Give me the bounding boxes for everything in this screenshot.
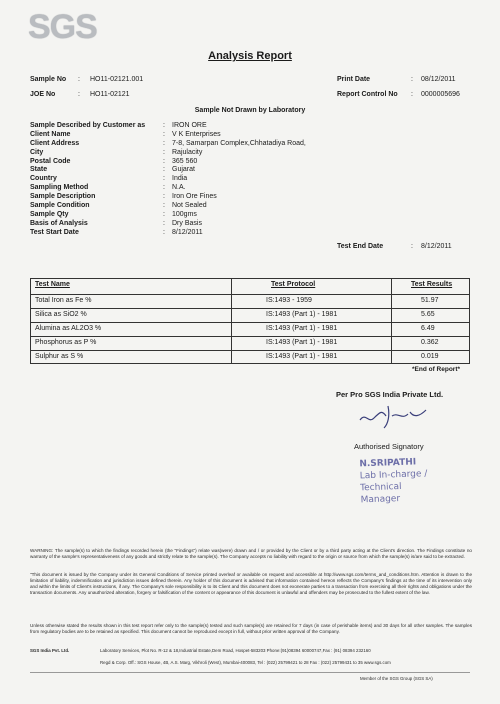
test-name: Alumina as AL2O3 %	[35, 325, 102, 332]
detail-label: City	[30, 148, 44, 156]
detail-row	[30, 193, 330, 202]
colon: :	[163, 210, 165, 218]
colon: :	[163, 175, 165, 183]
detail-row	[30, 122, 330, 131]
detail-value: Not Sealed	[172, 202, 207, 210]
test-name: Silica as SiO2 %	[35, 311, 87, 318]
header-test-results: Test Results	[411, 281, 453, 288]
detail-value: 8/12/2011	[172, 228, 203, 236]
sample-details	[30, 122, 330, 238]
sample-no-label: Sample No	[30, 76, 67, 83]
detail-label: Client Address	[30, 139, 80, 147]
stamp-name: N.SRIPATHI	[359, 457, 417, 470]
detail-label: Sampling Method	[30, 184, 89, 192]
detail-label: Sample Qty	[30, 210, 69, 218]
test-result: 51.97	[421, 297, 439, 304]
sample-note: Sample Not Drawn by Laboratory	[194, 107, 306, 114]
detail-value: Iron Ore Fines	[172, 193, 217, 201]
colon: :	[163, 193, 165, 201]
table-row	[31, 350, 469, 363]
detail-value: N.A.	[172, 184, 186, 192]
table-header	[31, 281, 469, 292]
colon: :	[411, 91, 413, 98]
test-name: Total Iron as Fe %	[35, 297, 92, 304]
colon: :	[163, 184, 165, 192]
detail-row	[30, 158, 330, 167]
test-result: 0.019	[421, 353, 439, 360]
handwritten-signature	[358, 402, 428, 430]
detail-label: State	[30, 166, 48, 174]
test-result: 0.362	[421, 339, 439, 346]
detail-label: Client Name	[30, 130, 71, 138]
colon: :	[163, 139, 165, 147]
detail-label: Test Start Date	[30, 228, 79, 236]
test-protocol: IS:1493 (Part 1) - 1981	[266, 325, 338, 332]
report-control-value: 0000005696	[421, 91, 460, 98]
test-name: Phosphorus as P %	[35, 339, 97, 346]
joe-no-value: HO11-02121	[90, 91, 130, 98]
table-row	[31, 322, 469, 335]
test-result: 6.49	[421, 325, 435, 332]
test-result: 5.65	[421, 311, 435, 318]
report-control-label: Report Control No	[337, 91, 398, 98]
detail-value: V K Enterprises	[172, 130, 221, 138]
report-title: Analysis Report	[208, 50, 292, 62]
colon: :	[163, 122, 165, 129]
header-test-name: Test Name	[35, 281, 70, 288]
warning-text: WARNING: The sample(s) to which the findings recorded herein (the "Findings") relate was(were) drawn and / or provided by the Client or by a third party acting at the Client's direction. The Findings constitute no warranty of the sample's representativeness of any goods and strictly relate to the sample(s). The Company accepts no liability with regard to the origin or source from which the sample(s) is/are said to be extracted.	[30, 548, 472, 559]
detail-row	[30, 211, 330, 220]
colon: :	[78, 91, 80, 98]
test-protocol: IS:1493 - 1959	[266, 297, 312, 304]
detail-value: Dry Basis	[172, 219, 202, 227]
footer-regd-address: Regd & Corp. Off.: SGS House, 4B, A.S. Marg, Vikhroli (West), Mumbai-400083, Tel : (022) 25799421 to 28 Fax : (022) 25799431 to 35 www.sgs.com	[100, 660, 391, 665]
detail-row	[30, 166, 330, 175]
signatory-stamp	[359, 456, 441, 507]
detail-value: IRON ORE	[172, 122, 207, 129]
colon: :	[163, 166, 165, 174]
print-date-value: 08/12/2011	[421, 76, 456, 83]
print-date-label: Print Date	[337, 76, 371, 83]
stamp-role: Lab In-charge /	[359, 469, 428, 482]
colon: :	[163, 202, 165, 210]
test-protocol: IS:1493 (Part 1) - 1981	[266, 311, 338, 318]
footer-divider	[30, 672, 470, 673]
footer-org: SGS India Pvt. Ltd.	[30, 648, 70, 653]
member-text: Member of the SGS Group (SGS SA)	[360, 676, 433, 681]
stamp-role: Technical Manager	[360, 481, 402, 506]
authorised-signatory: Authorised Signatory	[354, 442, 424, 451]
results-table	[30, 278, 470, 364]
sample-no-value: HO11-02121.001	[90, 76, 144, 83]
colon: :	[411, 76, 413, 83]
detail-row	[30, 131, 330, 140]
per-pro-line: Per Pro SGS India Private Ltd.	[336, 390, 444, 399]
colon: :	[163, 228, 165, 236]
table-row	[31, 294, 469, 307]
detail-row	[30, 202, 330, 211]
colon: :	[163, 219, 165, 227]
detail-row	[30, 229, 330, 238]
table-row	[31, 336, 469, 349]
detail-label: Postal Code	[30, 157, 71, 165]
detail-row	[30, 149, 330, 158]
sgs-logo: SGS	[28, 8, 97, 46]
test-end-value: 8/12/2011	[421, 243, 452, 250]
test-protocol: IS:1493 (Part 1) - 1981	[266, 339, 338, 346]
colon: :	[163, 157, 165, 165]
colon: :	[411, 243, 413, 250]
detail-row	[30, 140, 330, 149]
header-test-protocol: Test Protocol	[271, 281, 316, 288]
detail-value: India	[172, 175, 188, 183]
colon: :	[78, 76, 80, 83]
detail-label: Sample Condition	[30, 202, 90, 210]
table-row	[31, 308, 469, 321]
retention-text: Unless otherwise stated the results shown in this test report refer only to the sample(s) tested and such sample(s) are retained for 7 days (in case of perishable items) and 30 days for all other samples. The samples from regulatory bodies are to be retained as specified. This document cannot be reproduced except in full, without prior written approval of the Company.	[30, 623, 472, 634]
detail-label: Sample Described by Customer as	[30, 122, 146, 129]
colon: :	[163, 130, 165, 138]
detail-value: 7-8, Samarpan Complex,Chhatadiya Road,	[172, 139, 306, 147]
detail-label: Country	[30, 175, 57, 183]
detail-value: Rajulacity	[172, 148, 203, 156]
conditions-text: "This document is issued by the Company under its General Conditions of Service printed overleaf or available on request and accessible at http://www.sgs.com/terms_and_conditions.htm. Attention is drawn to the limitation of liability, indemnification and jurisdiction issues defined therein. Any holder of this document is advised that information contained hereon reflects the Company's findings at the time of its intervention only and within the limits of Client's instructions, if any. The Company's sole responsibility is to its Client and this document does not exonerate parties to a transaction from exercising all their rights and obligations under the transaction documents. Any unauthorized alteration, forgery or falsification of the content or appearance of this document is unlawful and offenders may be prosecuted to the fullest extent of the law.	[30, 572, 472, 595]
end-of-report: *End of Report*	[412, 366, 461, 373]
detail-value: Gujarat	[172, 166, 195, 174]
footer-lab-address: Laboratory Services, Plot No. R-12 & 18,Industrial Estate,Dem Road, Hospet-583203 Phone:(91)08394 60000747,Fax : (91) 08394 232160	[100, 648, 371, 653]
detail-value: 365 560	[172, 157, 198, 165]
test-protocol: IS:1493 (Part 1) - 1981	[266, 353, 338, 360]
detail-label: Basis of Analysis	[30, 219, 88, 227]
detail-row	[30, 220, 330, 229]
joe-no-label: JOE No	[30, 91, 56, 98]
detail-row	[30, 175, 330, 184]
detail-label: Sample Description	[30, 193, 96, 201]
detail-row	[30, 184, 330, 193]
test-end-label: Test End Date	[337, 243, 384, 250]
test-name: Sulphur as S %	[35, 353, 84, 360]
detail-value: 100gms	[172, 210, 197, 218]
colon: :	[163, 148, 165, 156]
